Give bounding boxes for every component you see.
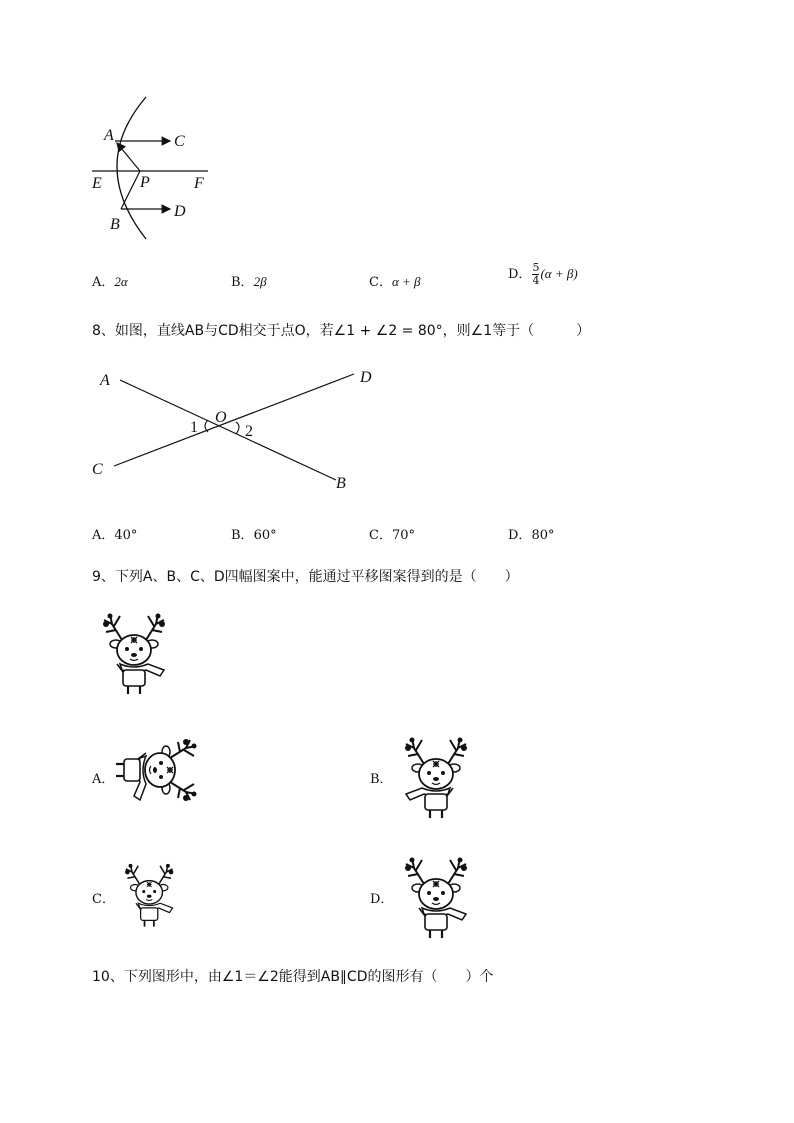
line-ab	[120, 380, 336, 480]
figure-q8	[90, 368, 380, 498]
segment-bp	[121, 171, 140, 209]
q8-option-a[interactable]: A．40°	[92, 528, 138, 543]
line-cd	[114, 374, 354, 466]
q9-option-d-label[interactable]: D．	[370, 892, 394, 907]
label-d: D	[360, 369, 372, 386]
q8-option-d[interactable]: D．80°	[508, 528, 555, 543]
q9-option-c-figure[interactable]	[118, 858, 188, 938]
label-1: 1	[190, 419, 198, 436]
q9-option-a-label[interactable]: A．	[92, 772, 115, 787]
label-c: C	[92, 461, 103, 478]
q8-option-b[interactable]: B．60°	[231, 528, 277, 543]
label-a: A	[104, 127, 114, 144]
figure-q7	[88, 95, 228, 245]
q9-option-b-figure[interactable]	[396, 730, 486, 825]
segment-pa	[117, 143, 140, 171]
label-f: F	[194, 175, 204, 192]
original-deer-pattern	[94, 606, 184, 701]
label-e: E	[92, 175, 102, 192]
q7-option-b[interactable]: B．2β	[231, 274, 267, 290]
q9-option-d-figure[interactable]	[396, 850, 486, 945]
q7-option-d[interactable]: D． $\frac{5}{4}$ (α + β)	[508, 261, 578, 287]
arc-line	[117, 97, 146, 239]
label-b: B	[110, 216, 120, 233]
q9-option-c-label[interactable]: C．	[92, 892, 115, 907]
label-a: A	[100, 372, 110, 389]
q8-stem: 8、如图，直线AB与CD相交于点O，若∠1 + ∠2 = 80°，则∠1等于（ ）	[92, 323, 591, 339]
label-d: D	[174, 203, 186, 220]
label-c: C	[174, 133, 185, 150]
label-o: O	[215, 409, 227, 426]
q9-option-b-label[interactable]: B．	[370, 772, 393, 787]
q10-stem: 10、下列图形中，由∠1＝∠2能得到AB∥CD的图形有（ ）个	[92, 969, 494, 985]
q9-option-a-figure[interactable]	[112, 730, 207, 825]
angle-2-arc	[236, 422, 239, 434]
label-b: B	[336, 475, 346, 492]
label-p: P	[140, 174, 150, 191]
label-2: 2	[245, 423, 253, 440]
q8-option-c[interactable]: C．70°	[369, 528, 415, 543]
q7-option-a[interactable]: A．2α	[92, 274, 128, 290]
fraction: $\frac{5}{4}$	[532, 261, 540, 287]
q9-stem: 9、下列A、B、C、D四幅图案中，能通过平移图案得到的是（ ）	[92, 569, 519, 585]
q7-option-c[interactable]: C．α + β	[369, 274, 421, 290]
